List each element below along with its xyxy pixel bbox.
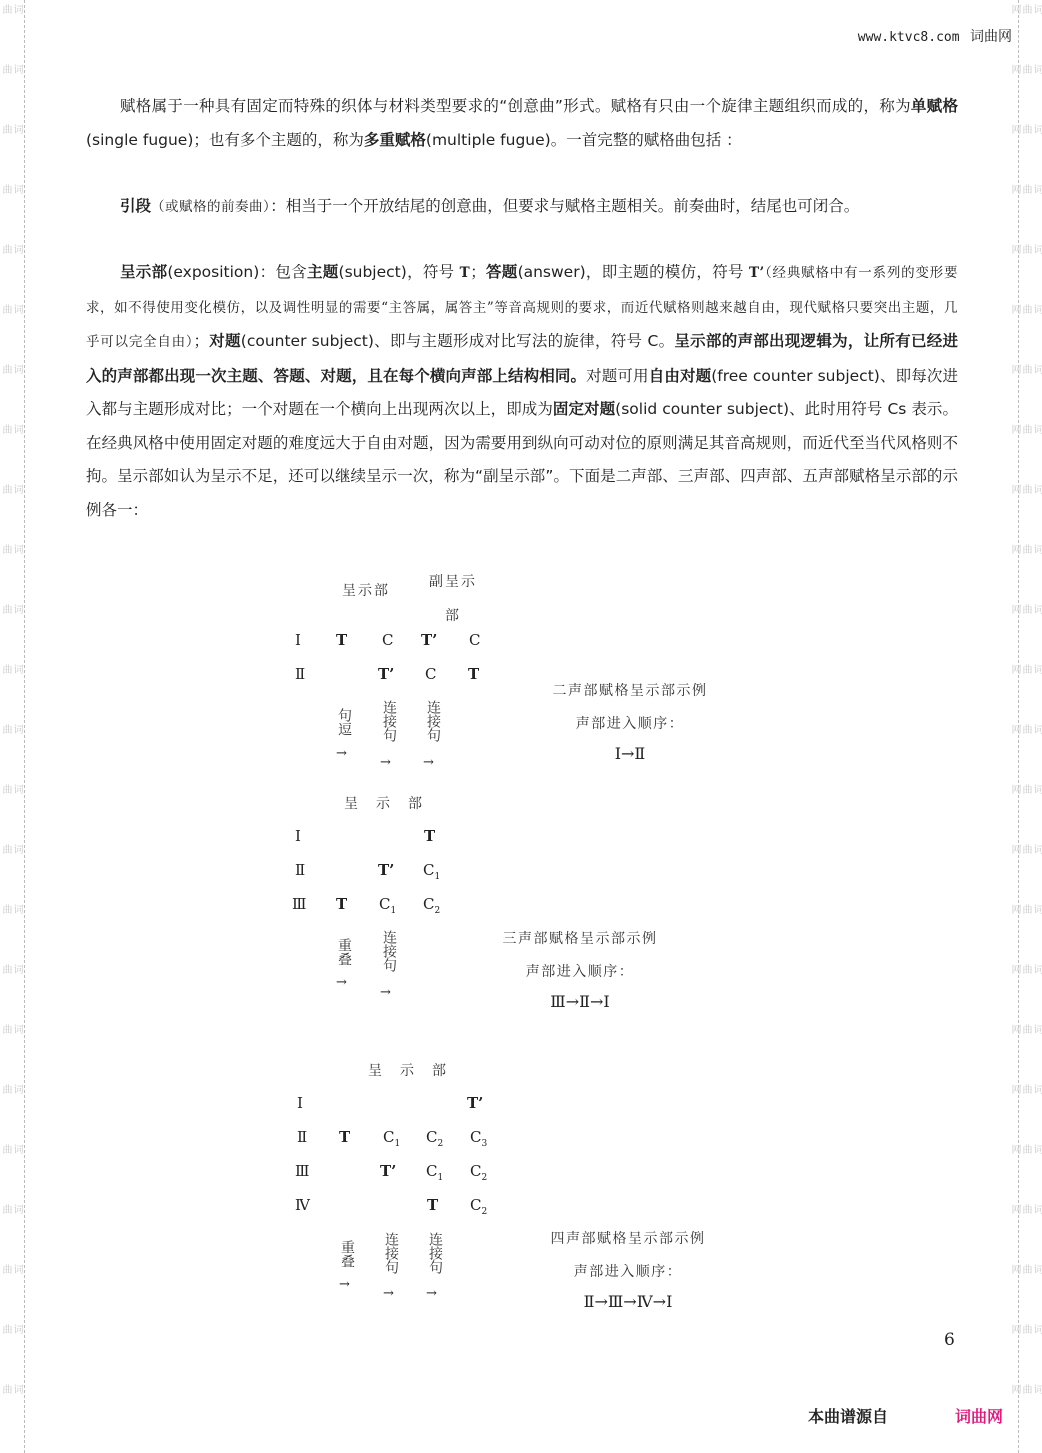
d1-arrow-3: → (423, 755, 434, 770)
p3-text-m: (counter subject)、即与主题形成对比写法的旋律，符号 C。 (240, 332, 675, 350)
d3-arrow-3: → (426, 1286, 437, 1301)
header-site-name: 词曲网 (970, 29, 1012, 45)
p1-text-c: (single fugue)；也有多个主题的，称为 (86, 130, 364, 149)
watermark-text: 词曲网 (1009, 724, 1042, 735)
watermark-text: 词曲网 (1009, 1024, 1042, 1035)
watermark-text: 词曲 (0, 544, 22, 555)
d2-connector-2: 连接句 (381, 930, 397, 972)
p3-text-q: (free counter subject)、即每次进入都与主题形成对比；一个对题在一个横向上出现两次以上，即成为 (86, 366, 958, 418)
watermark-text: 词曲网 (1009, 904, 1042, 915)
d1-caption: 二声部赋格呈示部示例 (552, 683, 708, 699)
watermark-text: 词曲 (0, 604, 22, 615)
d3-order: Ⅱ→Ⅲ→Ⅳ→Ⅰ (583, 1292, 673, 1311)
d3-connector-3: 连接句 (427, 1232, 443, 1274)
term-answer: 答题 (485, 263, 518, 281)
watermark-text: 词曲 (0, 1204, 22, 1215)
p3-text-h: (answer)，即主题的模仿，符号 (517, 263, 749, 281)
watermark-text: 词曲网 (1009, 124, 1042, 135)
p3-text-d: (subject)，符号 (338, 263, 460, 281)
page-header (858, 26, 1012, 46)
watermark-text: 词曲网 (1009, 964, 1042, 975)
watermark-text: 词曲 (0, 844, 22, 855)
d3-caption: 四声部赋格呈示部示例 (550, 1231, 706, 1247)
watermark-text: 词曲 (0, 484, 22, 495)
d3-label-exposition: 呈 示 部 (368, 1063, 448, 1079)
d3-connector-1: 重叠 (339, 1240, 355, 1268)
d1-r1-c2: C (382, 631, 394, 649)
watermark-text: 词曲网 (1009, 544, 1042, 555)
d1-r1-c4: C (469, 631, 481, 649)
watermark-text: 词曲网 (1009, 664, 1042, 675)
term-solid-counter-subject: 固定对题 (552, 400, 616, 418)
d2-voice-2: Ⅱ (295, 861, 306, 879)
watermark-text: 词曲 (0, 1144, 22, 1155)
d3-arrow-1: → (339, 1277, 350, 1292)
d2-caption: 三声部赋格呈示部示例 (502, 931, 658, 947)
watermark-text: 词曲网 (1009, 1144, 1042, 1155)
page-number: 6 (944, 1330, 955, 1350)
left-border (24, 0, 25, 1453)
d1-voice-1: Ⅰ (295, 631, 301, 649)
term-single-fugue: 单赋格 (910, 97, 958, 115)
watermark-text: 词曲 (0, 424, 22, 435)
p3-text-s: (solid counter subject)、此时用符号 Cs 表示。在经典风格中使用固定对题的难度远大于自由对题，因为需要用到纵向可动对位的原则满足其音高规则，而近代至当代风格则不拘。呈示部如认为呈示不足，还可以继续呈示一次，称为“副呈示部”。下面是二声部、三声部、四声部、五声部赋格呈示部的示例各一： (86, 400, 958, 519)
d1-r2-c3: C (425, 665, 437, 683)
watermark-text: 词曲 (0, 364, 22, 375)
d2-r3-c2: $C_1$ (379, 895, 397, 916)
watermark-text: 词曲 (0, 724, 22, 735)
symbol-T-prime: T’ (748, 265, 765, 281)
d2-r1-c3: T (424, 827, 436, 845)
d2-voice-1: Ⅰ (295, 827, 301, 845)
symbol-T: T (459, 265, 471, 281)
term-counter-subject: 对题 (208, 332, 241, 350)
d2-arrow-1: → (336, 975, 347, 990)
term-prelude: 引段 (120, 197, 152, 215)
d1-connector-3: 连接句 (425, 700, 441, 742)
d1-r1-c1: T (336, 631, 348, 649)
watermark-text: 词曲网 (1009, 304, 1042, 315)
d3-voice-2: Ⅱ (297, 1128, 308, 1146)
watermark-text: 词曲网 (1009, 1324, 1042, 1335)
watermark-text: 词曲网 (1009, 244, 1042, 255)
term-subject: 主题 (306, 263, 339, 281)
d3-r1-c4: T’ (467, 1094, 484, 1112)
p3-text-b: (exposition)：包含 (167, 263, 307, 281)
d2-connector-1: 重叠 (336, 938, 352, 966)
term-exposition: 呈示部 (120, 263, 168, 281)
watermark-text: 词曲网 (1009, 484, 1042, 495)
p2-text: ：相当于一个开放结尾的创意曲，但要求与赋格主题相关。前奏曲时，结尾也可闭合。 (270, 197, 860, 215)
d1-label-sub-exposition: 副呈示部 (429, 574, 477, 624)
d2-order: Ⅲ→Ⅱ→Ⅰ (550, 992, 610, 1011)
d3-r2-c4: $C_3$ (470, 1128, 488, 1149)
d1-order-label: 声部进入顺序： (575, 716, 685, 732)
footer-brand-link[interactable]: 词曲网 (955, 1407, 1004, 1426)
d3-r3-c3: $C_1$ (426, 1162, 444, 1183)
p3-text-f: ； (470, 263, 486, 281)
watermark-text: 词曲网 (1009, 1264, 1042, 1275)
paragraph-exposition (86, 256, 958, 527)
header-url[interactable]: www.ktvc8.com (857, 30, 960, 45)
d1-voice-2: Ⅱ (295, 665, 306, 683)
d1-r1-c3: T’ (421, 631, 438, 649)
watermark-text: 词曲网 (1009, 1204, 1042, 1215)
d3-voice-1: Ⅰ (297, 1094, 303, 1112)
watermark-text: 词曲 (0, 1264, 22, 1275)
watermark-text: 词曲网 (1009, 1084, 1042, 1095)
p1-text-e: (multiple fugue)。一首完整的赋格曲包括 ： (425, 130, 742, 149)
d1-arrow-1: → (336, 746, 347, 761)
d3-r3-c4: $C_2$ (470, 1162, 488, 1183)
p3-text-k: ； (193, 332, 209, 350)
watermark-text: 词曲网 (1009, 4, 1042, 15)
watermark-text: 词曲网 (1009, 184, 1042, 195)
watermark-text: 词曲 (0, 964, 22, 975)
d2-voice-3: Ⅲ (292, 895, 307, 913)
watermark-text: 词曲 (0, 124, 22, 135)
d1-order: Ⅰ→Ⅱ (614, 744, 646, 763)
d2-order-label: 声部进入顺序： (525, 964, 635, 980)
watermark-text: 词曲 (0, 1084, 22, 1095)
d1-r2-c4: T (468, 665, 480, 683)
term-multiple-fugue: 多重赋格 (363, 130, 426, 149)
watermark-text: 词曲网 (1009, 424, 1042, 435)
paragraph-prelude (86, 190, 958, 225)
watermark-text: 词曲 (0, 64, 22, 75)
d3-r4-c3: T (427, 1196, 439, 1214)
d3-voice-3: Ⅲ (295, 1162, 310, 1180)
d2-r2-c2: T’ (378, 861, 395, 879)
watermark-text: 词曲 (0, 904, 22, 915)
d3-order-label: 声部进入顺序： (573, 1264, 683, 1280)
paragraph-fugue-intro (86, 90, 958, 157)
d2-r3-c3: $C_2$ (423, 895, 441, 916)
watermark-text: 词曲 (0, 184, 22, 195)
watermark-text: 词曲 (0, 1024, 22, 1035)
watermark-text: 词曲网 (1009, 604, 1042, 615)
d3-r2-c1: T (339, 1128, 351, 1146)
term-free-counter-subject: 自由对题 (648, 366, 712, 385)
d1-arrow-2: → (380, 755, 391, 770)
d2-r2-c3: $C_1$ (423, 861, 441, 882)
watermark-text: 词曲 (0, 784, 22, 795)
watermark-text: 词曲网 (1009, 364, 1042, 375)
watermark-text: 词曲网 (1009, 784, 1042, 795)
d3-r2-c2: $C_1$ (383, 1128, 401, 1149)
watermark-text: 词曲 (0, 4, 22, 15)
d3-arrow-2: → (383, 1286, 394, 1301)
watermark-text: 词曲 (0, 1324, 22, 1335)
d3-r3-c2: T’ (380, 1162, 397, 1180)
watermark-text: 词曲 (0, 244, 22, 255)
d1-connector-2: 连接句 (381, 700, 397, 742)
watermark-text: 词曲 (0, 304, 22, 315)
watermark-text: 词曲网 (1009, 1384, 1042, 1395)
p3-note: （经典赋格中有一系列的变形要求，如不得使用变化模仿，以及调性明显的需要“主答属，属答主”等音高规则的要求，而近代赋格则越来越自由，现代赋格只要突出主题，几乎可以完全自由） (86, 265, 958, 350)
p2-note: （或赋格的前奏曲） (151, 199, 271, 215)
p1-text-a: 赋格属于一种具有固定而特殊的织体与材料类型要求的“创意曲”形式。赋格有只由一个旋律主题组织而成的，称为 (120, 97, 911, 115)
p3-text-o: 对题可用 (586, 366, 649, 385)
d2-arrow-2: → (380, 985, 391, 1000)
d2-r3-c1: T (336, 895, 348, 913)
d3-r2-c3: $C_2$ (426, 1128, 444, 1149)
d1-r2-c2: T’ (378, 665, 395, 683)
watermark-text: 词曲网 (1009, 64, 1042, 75)
watermark-text: 词曲 (0, 664, 22, 675)
footer-source-label: 本曲谱源自 (808, 1407, 889, 1426)
watermark-text: 词曲网 (1009, 844, 1042, 855)
d2-label-exposition: 呈 示 部 (344, 796, 424, 812)
d3-voice-4: Ⅳ (295, 1196, 310, 1214)
d3-r4-c4: $C_2$ (470, 1196, 488, 1217)
p3-bold-rule: 呈示部的声部出现逻辑为，让所有已经进入的声部都出现一次主题、答题、对题，且在每个横向声部上结构相同。 (86, 332, 959, 385)
d3-connector-2: 连接句 (383, 1232, 399, 1274)
watermark-text: 词曲 (0, 1384, 22, 1395)
d1-label-exposition: 呈示部 (342, 583, 390, 599)
d1-connector-1: 句逗 (336, 708, 352, 736)
